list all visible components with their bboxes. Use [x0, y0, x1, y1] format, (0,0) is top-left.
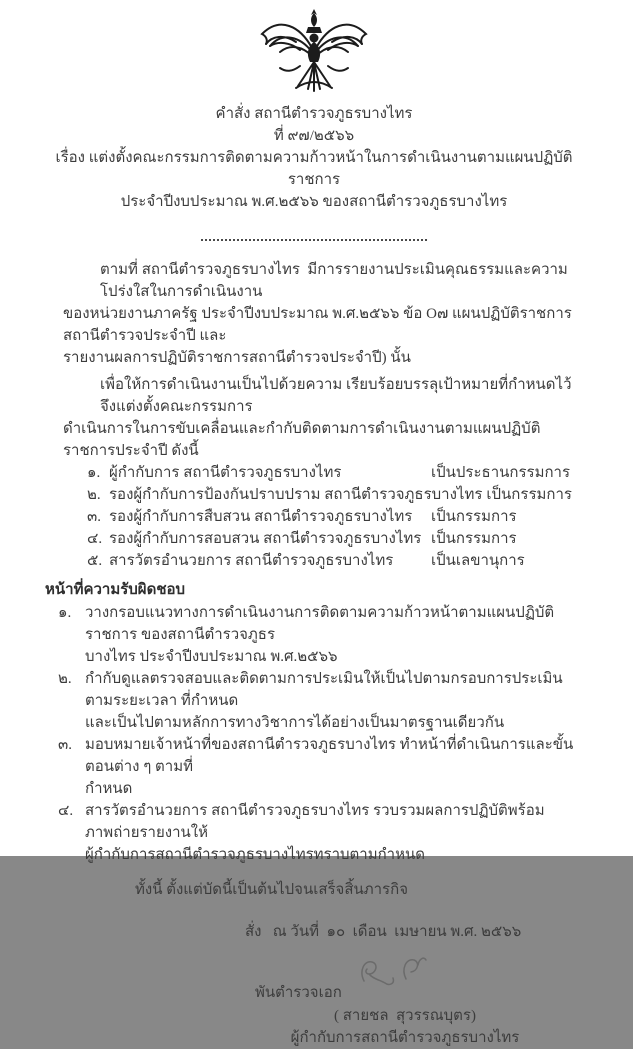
paragraph-1-line-3: รายงานผลการปฏิบัติราชการสถานีตำรวจประจำปี) นั้น: [63, 350, 411, 366]
duty-item-line: สารวัตรอำนวยการ สถานีตำรวจภูธรบางไทร รวบรวมผลการปฏิบัติพร้อมภาพถ่ายรายงานให้: [85, 803, 545, 841]
paragraph-1: [63, 259, 583, 369]
document-title: คำสั่ง สถานีตำรวจภูธรบางไทร: [215, 106, 413, 122]
paragraph-2-line-1: เพื่อให้การดำเนินงานเป็นไปด้วยความ เรียบร้อยบรรลุเป้าหมายที่กำหนดไว้จึงแต่งตั้งคณะกรรมการ: [100, 377, 572, 415]
duty-item-line: กำหนด: [85, 781, 133, 797]
committee-item-name: ผู้กำกับการ สถานีตำรวจภูธรบางไทร: [109, 465, 342, 481]
committee-item-number: ๓.: [87, 509, 102, 525]
duty-item: [58, 800, 583, 866]
duty-item-number: ๑.: [58, 605, 72, 621]
garuda-emblem-icon: [256, 8, 372, 94]
duty-item-line: และเป็นไปตามหลักการทางวิชาการได้อย่างเป็นมาตรฐานเดียวกัน: [85, 715, 505, 731]
paragraph-2-line-2: ดำเนินการในการขับเคลื่อนและกำกับติดตามการดำเนินงานตามแผนปฏิบัติราชการประจำปี ดังนี้: [63, 421, 541, 459]
committee-row: [87, 462, 583, 484]
subject-line-2: ประจำปีงบประมาณ พ.ศ.๒๕๖๖ ของสถานีตำรวจภูธรบางไทร: [120, 194, 508, 210]
committee-item-number: ๑.: [87, 465, 101, 481]
committee-item-number: ๒.: [87, 487, 101, 503]
duty-item-line: กำกับดูแลตรวจสอบและติดตามการประเมินให้เป็นไปตามกรอบการประเมินตามระยะเวลา ที่กำหนด: [85, 671, 563, 709]
document-header: [45, 103, 583, 213]
duty-item-number: ๓.: [58, 737, 73, 753]
signer-position: ผู้กำกับการสถานีตำรวจภูธรบางไทร: [290, 1030, 520, 1046]
signature-block: [245, 953, 565, 1049]
emblem-wrap: [45, 8, 583, 101]
signer-name: ( สายชล สุวรรณบุตร): [334, 1008, 476, 1024]
committee-item-name: รองผู้กำกับการป้องกันปราบปราม สถานีตำรวจภูธรบางไทร: [109, 487, 483, 503]
signature-icon: [356, 953, 432, 1000]
committee-row: [87, 506, 583, 528]
duty-item-number: ๒.: [58, 671, 72, 687]
committee-row: [87, 484, 583, 506]
committee-item-name: รองผู้กำกับการสอบสวน สถานีตำรวจภูธรบางไทร: [109, 531, 422, 547]
committee-row: [87, 550, 583, 572]
duties-section-heading: หน้าที่ความรับผิดชอบ: [45, 582, 186, 598]
committee-item-number: ๕.: [87, 553, 103, 569]
committee-item-role: เป็นเลขานุการ: [431, 553, 525, 569]
duty-item: [58, 734, 583, 800]
committee-item-number: ๔.: [87, 531, 103, 547]
duty-item: [58, 668, 583, 734]
duty-item-line: ผู้กำกับการสถานีตำรวจภูธรบางไทรทราบตามกำหนด: [85, 847, 425, 863]
order-date-line: สั่ง ณ วันที่ ๑๐ เดือน เมษายน พ.ศ. ๒๕๖๖: [245, 924, 522, 940]
duty-item-number: ๔.: [58, 803, 74, 819]
committee-item-name: รองผู้กำกับการสืบสวน สถานีตำรวจภูธรบางไทร: [109, 509, 413, 525]
duties-list: [58, 602, 583, 866]
committee-item-role: เป็นกรรมการ: [431, 509, 517, 525]
paragraph-2: [63, 374, 583, 462]
committee-item-role: เป็นกรรมการ: [486, 487, 572, 503]
committee-row: [87, 528, 583, 550]
dotted-separator: [201, 239, 427, 241]
subject-line-1: เรื่อง แต่งตั้งคณะกรรมการติดตามความก้าวหน้าในการดำเนินงานตามแผนปฏิบัติราชการ: [55, 150, 573, 188]
committee-list: [87, 462, 583, 572]
order-number: ที่ ๙๗/๒๕๖๖: [273, 128, 355, 144]
duty-item-line: มอบหมายเจ้าหน้าที่ของสถานีตำรวจภูธรบางไทร ทำหน้าที่ดำเนินการและขั้นตอนต่าง ๆ ตามที่: [85, 737, 574, 775]
duty-item: [58, 602, 583, 668]
committee-item-name: สารวัตรอำนวยการ สถานีตำรวจภูธรบางไทร: [109, 553, 394, 569]
paragraph-1-line-1: ตามที่ สถานีตำรวจภูธรบางไทร มีการรายงานประเมินคุณธรรมและความโปร่งใสในการดำเนินงาน: [100, 262, 568, 300]
duty-item-line: วางกรอบแนวทางการดำเนินงานการติดตามความก้าวหน้าตามแผนปฏิบัติราชการ ของสถานีตำรวจภูธร: [85, 605, 555, 643]
effective-statement: ทั้งนี้ ตั้งแต่บัดนี้เป็นต้นไปจนเสร็จสิ้นภารกิจ: [135, 882, 408, 898]
committee-item-role: เป็นประธานกรรมการ: [431, 465, 571, 481]
signer-rank: พันตำรวจเอก: [255, 985, 342, 1001]
paragraph-1-line-2: ของหน่วยงานภาครัฐ ประจำปีงบประมาณ พ.ศ.๒๕๖๖ ข้อ O๗ แผนปฏิบัติราชการสถานีตำรวจประจำปี และ: [63, 306, 572, 344]
committee-item-role: เป็นกรรมการ: [431, 531, 517, 547]
duty-item-line: บางไทร ประจำปีงบประมาณ พ.ศ.๒๕๖๖: [85, 649, 338, 665]
signature-row: [245, 953, 565, 1004]
